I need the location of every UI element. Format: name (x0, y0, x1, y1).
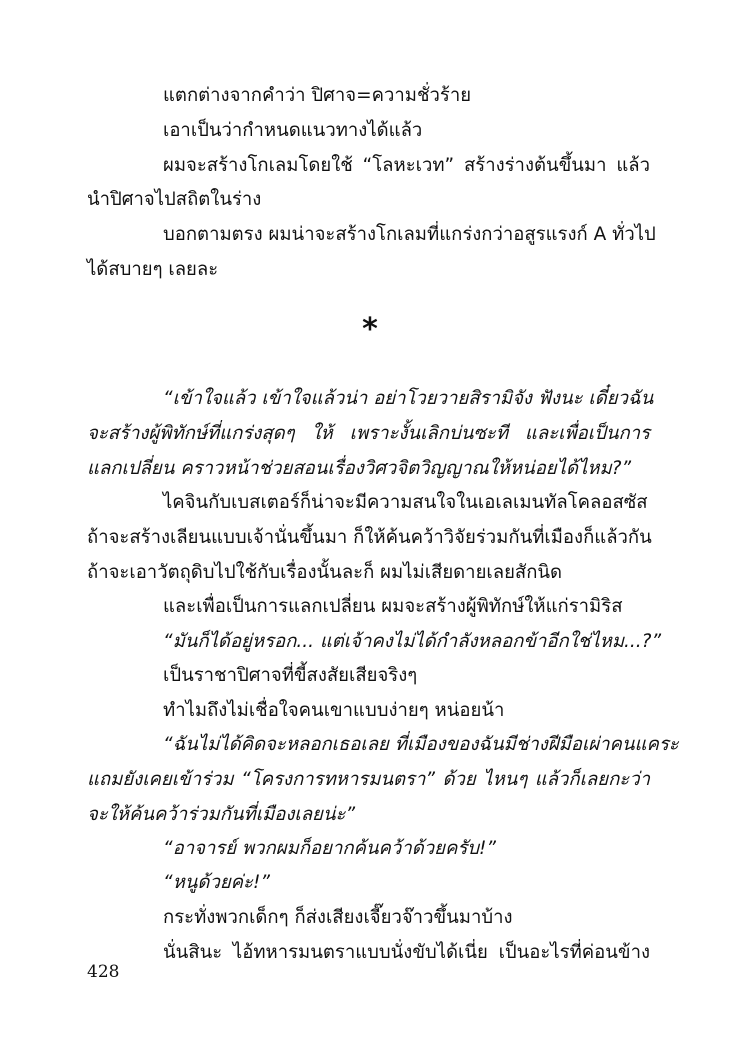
dialogue-line: “มันก็ได้อยู่หรอก... แต่เจ้าคงไม่ได้กำลังหลอกข้าอีกใช่ไหม...?” (163, 631, 662, 652)
dialogue-line: แถมยังเคยเข้าร่วม “โครงการทหารมนตรา” ด้วย ไหนๆ แล้วก็เลยกะว่า (87, 769, 650, 790)
dialogue-line: “ฉันไม่ได้คิดจะหลอกเธอเลย ที่เมืองของฉันมีช่างฝีมือเผ่าคนแคระ (163, 734, 679, 755)
text-line: นั่นสินะ ไอ้ทหารมนตราแบบนั่งขับได้เนี่ย เป็นอะไรที่ค่อนข้าง (163, 942, 650, 963)
dialogue-line: แลกเปลี่ยน คราวหน้าช่วยสอนเรื่องวิศวจิตวิญญาณให้หน่อยได้ไหม?” (87, 458, 632, 479)
text-line: ได้สบายๆ เลยละ (87, 259, 219, 280)
text-line: กระทั่งพวกเด็กๆ ก็ส่งเสียงเจี๊ยวจ๊าวขึ้นมาบ้าง (163, 907, 513, 928)
text-line: ถ้าจะเอาวัตถุดิบไปใช้กับเรื่องนั้นละก็ ผมไม่เสียดายเลยสักนิด (87, 562, 563, 583)
text-line: เอาเป็นว่ากำหนดแนวทางได้แล้ว (163, 120, 423, 141)
dialogue-line: “เข้าใจแล้ว เข้าใจแล้วน่า อย่าโวยวายสิรามิจัง ฟังนะ เดี๋ยวฉัน (163, 388, 654, 409)
text-line: ถ้าจะสร้างเลียนแบบเจ้านั่นขึ้นมา ก็ให้ค้นคว้าวิจัยร่วมกันที่เมืองก็แล้วกัน (87, 527, 652, 548)
scene-break-asterisk: * (362, 312, 378, 347)
text-line: นำปิศาจไปสถิตในร่าง (87, 189, 262, 210)
dialogue-line: จะสร้างผู้พิทักษ์ที่แกร่งสุดๆ ให้ เพราะงั้นเลิกบ่นซะที และเพื่อเป็นการ (87, 423, 650, 444)
text-line: เป็นราชาปิศาจที่ขี้สงสัยเสียจริงๆ (163, 665, 418, 686)
dialogue-line: “อาจารย์ พวกผมก็อยากค้นคว้าด้วยครับ!” (163, 838, 496, 859)
text-line: แตกต่างจากคำว่า ปิศาจ=ความชั่วร้าย (163, 85, 472, 106)
text-line: บอกตามตรง ผมน่าจะสร้างโกเลมที่แกร่งกว่าอสูรแรงก์ A ทั่วไป (163, 224, 656, 245)
page-number: 428 (87, 962, 120, 982)
text-line: ไคจินกับเบสเตอร์ก็น่าจะมีความสนใจในเอเลเมนทัลโคลอสซัส (163, 492, 648, 513)
text-line: และเพื่อเป็นการแลกเปลี่ยน ผมจะสร้างผู้พิทักษ์ให้แก่รามิริส (163, 596, 623, 617)
text-line: ทำไมถึงไม่เชื่อใจคนเขาแบบง่ายๆ หน่อยน้า (163, 700, 505, 721)
dialogue-line: “หนูด้วยค่ะ!” (163, 872, 270, 893)
dialogue-line: จะให้ค้นคว้าร่วมกันที่เมืองเลยน่ะ” (87, 804, 356, 825)
text-line: ผมจะสร้างโกเลมโดยใช้ “โลหะเวท” สร้างร่างต้นขึ้นมา แล้ว (163, 155, 650, 176)
